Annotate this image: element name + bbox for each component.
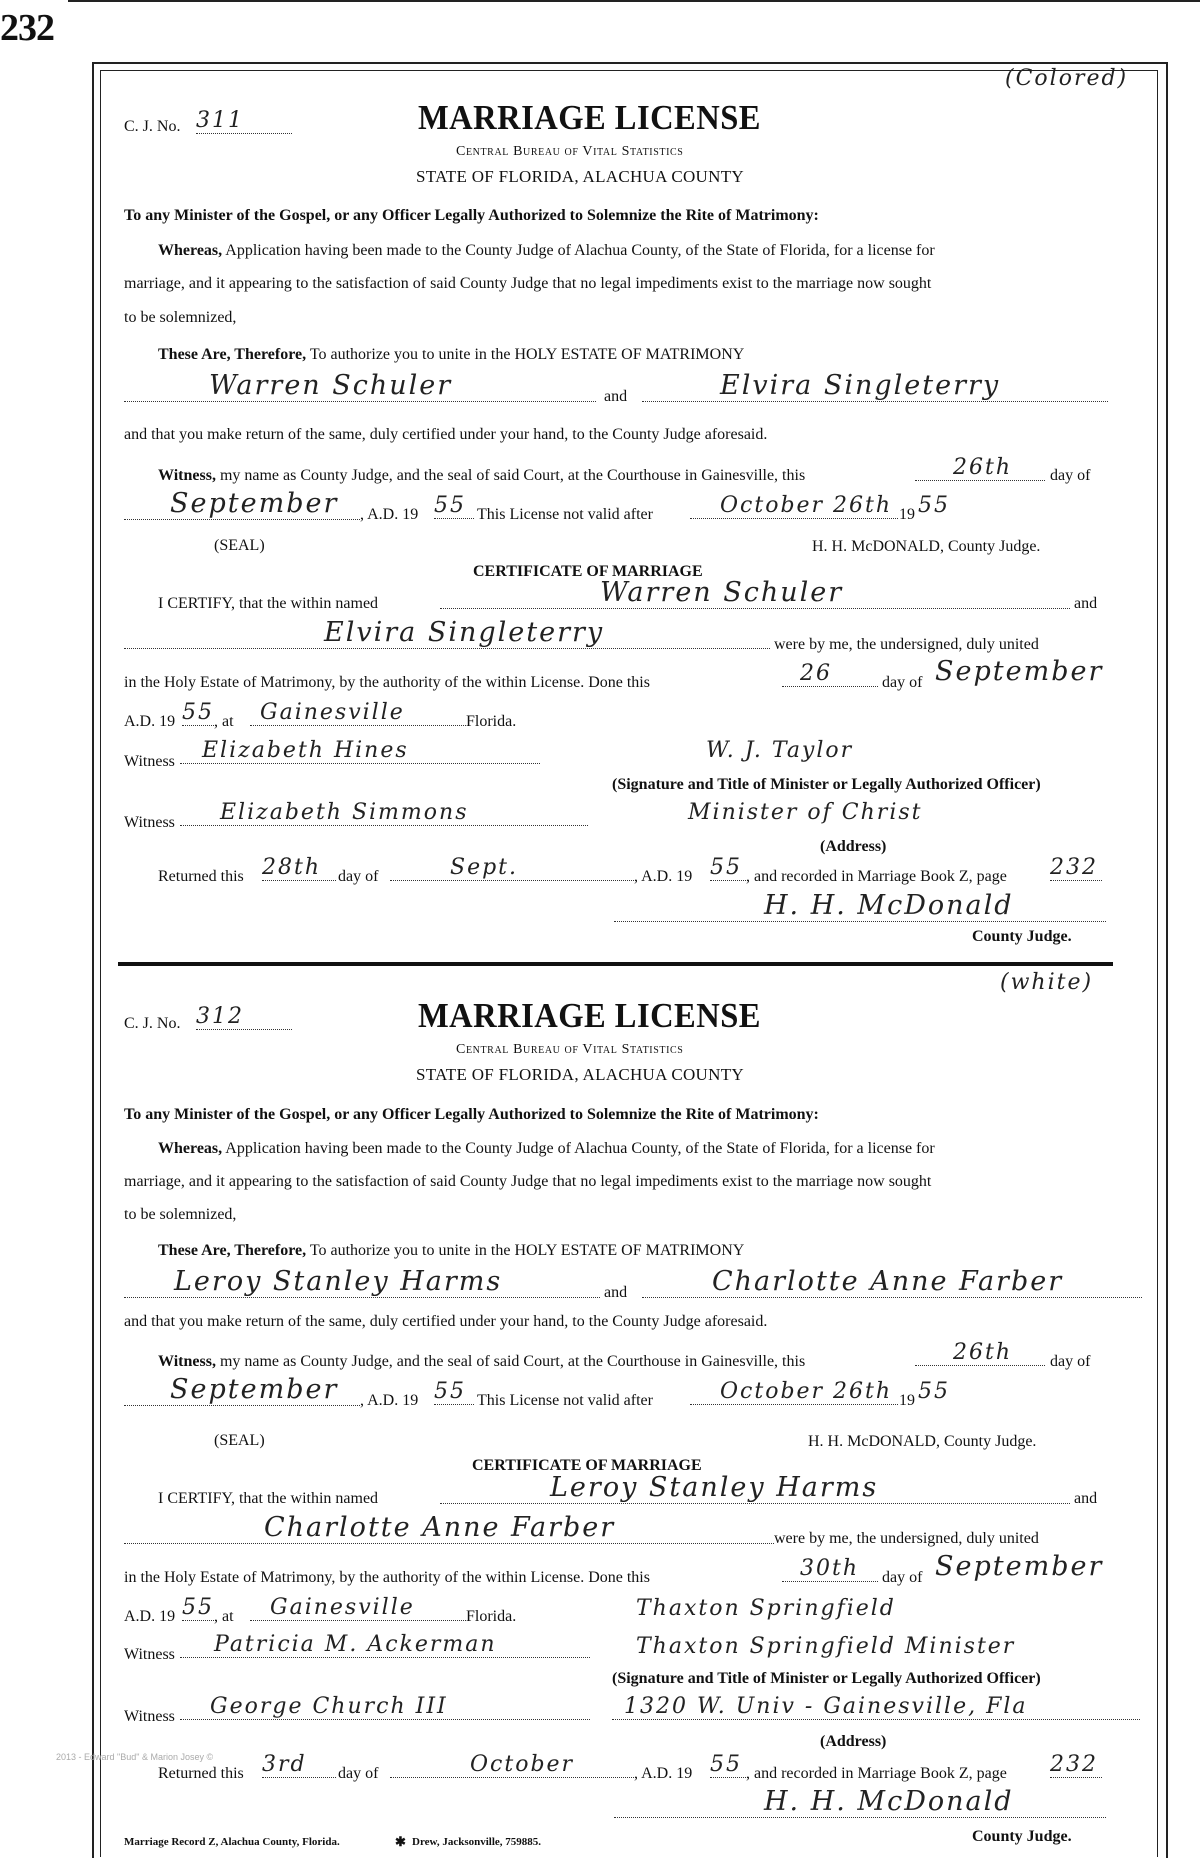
holy-estate-text: in the Holy Estate of Matrimony, by the authority of the within License. Done this (124, 1569, 650, 1586)
return-text: and that you make return of the same, duly certified under your hand, to the County Judge aforesaid. (124, 1313, 768, 1330)
not-valid-label: This License not valid after (477, 506, 653, 523)
judge-signature: H. H. McDonald (614, 1786, 1106, 1818)
ad2-label: A.D. 19 (124, 713, 176, 730)
returned-label: Returned this (158, 868, 244, 885)
returned-month: Sept. (390, 855, 634, 881)
ad2-label: A.D. 19 (124, 1608, 176, 1625)
cj-label: C. J. No. (124, 118, 181, 135)
florida-label: Florida. (466, 713, 517, 730)
and-label-2: and (1074, 1490, 1098, 1507)
done-month: September (935, 1551, 1104, 1582)
witness2-label: Witness (124, 1708, 175, 1725)
issue-month: September (124, 1374, 360, 1406)
groom-name: Warren Schuler (124, 370, 596, 402)
not-valid-label: This License not valid after (477, 1392, 653, 1409)
signature-title-label: (Signature and Title of Minister or Legally Authorized Officer) (612, 776, 1041, 793)
footer-record: Marriage Record Z, Alachua County, Florida. (124, 1836, 340, 1848)
these-text: To authorize you to unite in the HOLY ESTATE OF MATRIMONY (306, 1242, 745, 1259)
returned-day: 28th (262, 855, 336, 881)
cj-number: 311 (196, 108, 292, 134)
at-label: , at (214, 1608, 234, 1625)
whereas-line-3: to be solemnized, (124, 1206, 237, 1223)
judge-signature: H. H. McDonald (614, 890, 1106, 922)
cert-bride: Elvira Singleterry (124, 617, 770, 649)
these-lead: These Are, Therefore, (158, 346, 307, 363)
cj-number: 312 (196, 1004, 292, 1030)
these-lead: These Are, Therefore, (158, 1242, 307, 1259)
done-day: 26 (782, 661, 878, 687)
holy-estate-text: in the Holy Estate of Matrimony, by the authority of the within License. Done this (124, 674, 650, 691)
footer-printer: Drew, Jacksonville, 759885. (412, 1836, 542, 1848)
day-of-label: day of (1050, 467, 1091, 484)
issue-year: 55 (434, 493, 474, 519)
address-label: (Address) (820, 1733, 887, 1750)
printer-mark-icon: ✱ (395, 1834, 406, 1849)
done-day-of-label: day of (882, 674, 923, 691)
seal-label: (SEAL) (214, 1432, 265, 1449)
bureau-line: Central Bureau of Vital Statistics (456, 1042, 684, 1057)
judge-name: H. H. McDONALD, County Judge. (808, 1433, 1037, 1450)
return-text: and that you make return of the same, duly certified under your hand, to the County Judge aforesaid. (124, 426, 768, 443)
book-page: 232 (1050, 855, 1102, 881)
top-rule (68, 0, 1200, 2)
valid-19-label: 19 (899, 506, 915, 523)
returned-year: 55 (710, 1752, 746, 1778)
officiant-title: Thaxton Springfield Minister (636, 1634, 1016, 1659)
judge-name: H. H. McDONALD, County Judge. (812, 538, 1041, 555)
license-title: MARRIAGE LICENSE (418, 98, 761, 137)
cert-groom: Warren Schuler (440, 577, 1070, 609)
marriage-place: Gainesville (250, 700, 466, 726)
ad-label: , A.D. 19 (360, 1392, 419, 1409)
recorded-label: , and recorded in Marriage Book Z, page (746, 868, 1007, 885)
whereas-line-2: marriage, and it appearing to the satisfaction of said County Judge that no legal impediments exist to the marriage now sought (124, 1173, 932, 1190)
returned-label: Returned this (158, 1765, 244, 1782)
done-day-of-label: day of (882, 1569, 923, 1586)
returned-day: 3rd (262, 1752, 336, 1778)
book-page: 232 (1050, 1752, 1102, 1778)
returned-year: 55 (710, 855, 746, 881)
witness1-label: Witness (124, 1646, 175, 1663)
certificate-title: CERTIFICATE OF MARRIAGE (472, 1457, 702, 1474)
race-note: (white) (1000, 970, 1094, 995)
address-label: (Address) (820, 838, 887, 855)
whereas-line-1: Application having been made to the County Judge of Alachua County, of the State of Florida, for a license for (222, 1140, 935, 1157)
bureau-line: Central Bureau of Vital Statistics (456, 144, 684, 159)
certify-label: I CERTIFY, that the within named (158, 595, 379, 612)
state-line: STATE OF FLORIDA, ALACHUA COUNTY (416, 1065, 744, 1084)
witness2-label: Witness (124, 814, 175, 831)
returned-day-of-label: day of (338, 868, 379, 885)
whereas-lead: Whereas, (158, 242, 223, 259)
officiant-address: 1320 W. Univ - Gainesville, Fla (612, 1694, 1140, 1720)
witness2-name: George Church III (180, 1694, 590, 1720)
whereas-line-3: to be solemnized, (124, 309, 237, 326)
certificate-title: CERTIFICATE OF MARRIAGE (473, 563, 703, 580)
witness-lead: Witness, (158, 1353, 216, 1370)
signature-title-label: (Signature and Title of Minister or Legally Authorized Officer) (612, 1670, 1041, 1687)
issue-day: 26th (915, 455, 1045, 481)
and-label-2: and (1074, 595, 1098, 612)
issue-month: September (124, 488, 360, 520)
issue-day: 26th (915, 1340, 1045, 1366)
valid-year: 55 (918, 1379, 950, 1404)
cj-label: C. J. No. (124, 1015, 181, 1032)
at-label: , at (214, 713, 234, 730)
state-line: STATE OF FLORIDA, ALACHUA COUNTY (416, 167, 744, 186)
and-label: and (604, 388, 628, 405)
witness-lead: Witness, (158, 467, 216, 484)
returned-day-of-label: day of (338, 1765, 379, 1782)
valid-19-label: 19 (899, 1392, 915, 1409)
ad-label: , A.D. 19 (360, 506, 419, 523)
done-month: September (935, 656, 1104, 687)
address-line: To any Minister of the Gospel, or any Officer Legally Authorized to Solemnize the Rite of Matrimony: (124, 1106, 819, 1123)
valid-year: 55 (918, 493, 950, 518)
marriage-place: Gainesville (250, 1595, 466, 1621)
officiant-address: Minister of Christ (688, 800, 923, 825)
day-of-label: day of (1050, 1353, 1091, 1370)
county-judge-label: County Judge. (972, 928, 1072, 945)
these-text: To authorize you to unite in the HOLY ESTATE OF MATRIMONY (306, 346, 745, 363)
page-number: 232 (0, 7, 54, 49)
florida-label: Florida. (466, 1608, 517, 1625)
officiant-signature: W. J. Taylor (706, 738, 854, 763)
whereas-lead: Whereas, (158, 1140, 223, 1157)
witness-text: my name as County Judge, and the seal of said Court, at the Courthouse in Gainesville, this (215, 467, 806, 484)
cert-groom: Leroy Stanley Harms (440, 1472, 1070, 1504)
issue-year: 55 (434, 1379, 474, 1405)
witness1-name: Patricia M. Ackerman (180, 1632, 590, 1658)
returned-month: October (390, 1752, 634, 1778)
united-label: were by me, the undersigned, duly united (774, 636, 1039, 653)
bride-name: Elvira Singleterry (642, 370, 1108, 402)
recorded-label: , and recorded in Marriage Book Z, page (746, 1765, 1007, 1782)
certify-label: I CERTIFY, that the within named (158, 1490, 379, 1507)
done-year: 55 (182, 700, 214, 725)
cert-bride: Charlotte Anne Farber (124, 1512, 774, 1544)
license-title: MARRIAGE LICENSE (418, 996, 761, 1035)
county-judge-label: County Judge. (972, 1828, 1072, 1845)
witness-text: my name as County Judge, and the seal of said Court, at the Courthouse in Gainesville, this (215, 1353, 806, 1370)
whereas-line-2: marriage, and it appearing to the satisfaction of said County Judge that no legal impediments exist to the marriage now sought (124, 275, 932, 292)
race-note: (Colored) (1005, 66, 1129, 91)
ad3-label: , A.D. 19 (634, 1765, 693, 1782)
witness1-name: Elizabeth Hines (180, 738, 540, 764)
groom-name: Leroy Stanley Harms (124, 1266, 600, 1298)
copyright-watermark: 2013 - Edward "Bud" & Marion Josey © (56, 1752, 214, 1762)
witness2-name: Elizabeth Simmons (180, 800, 588, 826)
valid-until: October 26th (690, 493, 898, 519)
whereas-line-1: Application having been made to the County Judge of Alachua County, of the State of Florida, for a license for (222, 242, 935, 259)
bride-name: Charlotte Anne Farber (642, 1266, 1142, 1298)
and-label: and (604, 1284, 628, 1301)
valid-until: October 26th (690, 1379, 898, 1405)
officiant-signature: Thaxton Springfield (636, 1596, 896, 1621)
ad3-label: , A.D. 19 (634, 868, 693, 885)
done-year: 55 (182, 1595, 214, 1620)
address-line: To any Minister of the Gospel, or any Officer Legally Authorized to Solemnize the Rite of Matrimony: (124, 207, 819, 224)
done-day: 30th (782, 1556, 878, 1582)
united-label: were by me, the undersigned, duly united (774, 1530, 1039, 1547)
seal-label: (SEAL) (214, 537, 265, 554)
license-divider (118, 962, 1113, 966)
witness1-label: Witness (124, 753, 175, 770)
